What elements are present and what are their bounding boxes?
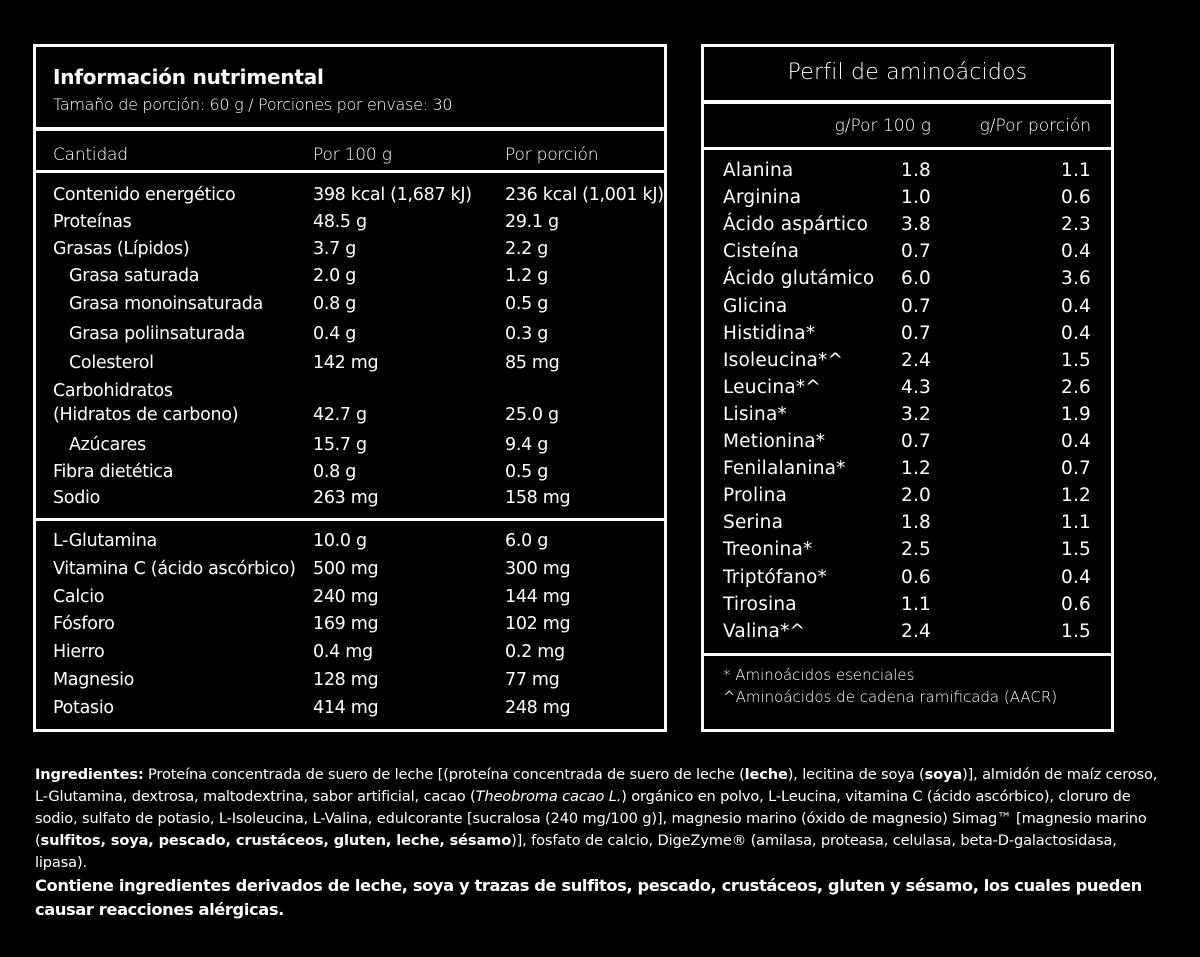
per-100g-value: 240 mg	[313, 586, 379, 607]
per-serving-value: 158 mg	[505, 488, 571, 508]
bold-text: Ingredientes:	[35, 766, 144, 783]
per-100g-value: 414 mg	[313, 697, 379, 718]
table-row	[36, 294, 664, 321]
table-row	[704, 296, 1111, 323]
amino-name: Leucina*^	[723, 376, 822, 398]
header-per-serving: g/Por porción	[979, 116, 1091, 136]
amino-title: Perfil de aminoácidos	[787, 60, 1028, 85]
per-serving-value: 1.9	[1060, 403, 1091, 425]
per-100g-value: 2.0	[900, 485, 931, 507]
per-serving-value: 6.0 g	[505, 531, 549, 551]
header-per-100g: g/Por 100 g	[834, 116, 931, 136]
table-row	[36, 488, 664, 515]
table-row	[36, 185, 664, 212]
amino-name: Metionina*	[723, 431, 826, 452]
table-row	[36, 642, 664, 669]
supplement-name: Magnesio	[53, 670, 135, 690]
italic-text: Theobroma cacao L.	[475, 788, 622, 805]
amino-acid-profile-panel	[701, 44, 1114, 732]
per-100g-value: 3.2	[900, 403, 931, 425]
table-row	[36, 405, 664, 432]
nutrient-name: (Hidratos de carbono)	[53, 405, 239, 425]
table-row	[36, 559, 664, 586]
per-serving-value: 29.1 g	[505, 212, 559, 232]
table-row	[704, 431, 1111, 458]
per-serving-value: 77 mg	[505, 670, 560, 690]
per-serving-value: 0.7	[1060, 458, 1091, 480]
text: ), lecitina de soya (	[787, 766, 925, 783]
per-100g-value: 1.8	[900, 512, 931, 534]
bold-text: soya	[924, 766, 963, 783]
table-row	[704, 539, 1111, 566]
per-serving-value: 0.4	[1060, 566, 1091, 588]
per-serving-value: 0.4	[1060, 322, 1091, 344]
table-row	[36, 587, 664, 614]
per-serving-value: 300 mg	[505, 558, 571, 579]
supplement-name: Calcio	[53, 586, 105, 607]
per-100g-value: 0.8 g	[313, 462, 357, 482]
nutrient-name: Azúcares	[69, 435, 146, 455]
per-serving-value: 1.1	[1060, 160, 1091, 181]
per-serving-value: 2.6	[1060, 376, 1091, 398]
divider	[36, 127, 664, 131]
nutrition-facts-panel	[33, 44, 667, 732]
text: )], fosfato de calcio, DigeZyme® (amilasa, proteasa, celulasa, beta-D-galactosidasa, lipasa).	[35, 832, 1117, 871]
divider	[36, 518, 664, 521]
nutrient-name: Contenido energético	[53, 185, 236, 205]
table-row	[36, 435, 664, 462]
table-row	[36, 614, 664, 641]
table-row	[36, 239, 664, 266]
per-100g-value: 2.0 g	[313, 266, 357, 286]
ingredients-text	[35, 764, 1165, 874]
table-row	[704, 377, 1111, 404]
table-row	[704, 621, 1111, 648]
table-row	[704, 268, 1111, 295]
supplement-name: Fósforo	[53, 614, 115, 635]
table-row	[704, 404, 1111, 431]
per-serving-value: 1.2 g	[505, 266, 549, 286]
table-row	[36, 670, 664, 697]
table-row	[704, 214, 1111, 241]
table-row	[36, 353, 664, 380]
per-serving-value: 0.4	[1060, 431, 1091, 452]
per-serving-value: 0.5 g	[505, 294, 549, 314]
per-serving-value: 9.4 g	[505, 435, 549, 455]
table-row	[704, 567, 1111, 594]
amino-name: Tirosina	[723, 593, 797, 615]
table-row	[36, 698, 664, 725]
per-100g-value: 3.8	[900, 214, 931, 236]
per-100g-value: 0.6	[900, 566, 931, 588]
divider	[704, 653, 1111, 656]
per-100g-value: 2.5	[900, 539, 931, 561]
per-100g-value: 15.7 g	[313, 435, 367, 455]
per-serving-value: 0.3 g	[505, 324, 549, 344]
nutrient-name: Colesterol	[69, 353, 154, 373]
per-100g-value: 1.1	[900, 593, 931, 615]
per-serving-value: 0.4	[1060, 295, 1091, 317]
table-row	[704, 594, 1111, 621]
amino-name: Treonina*	[723, 539, 813, 561]
per-100g-value: 0.7	[900, 431, 931, 452]
table-row	[36, 266, 664, 293]
per-100g-value: 0.7	[900, 295, 931, 317]
divider	[704, 147, 1111, 150]
nutrient-name: Grasa saturada	[69, 266, 200, 286]
per-100g-value: 0.7	[900, 241, 931, 263]
per-serving-value: 102 mg	[505, 614, 571, 635]
divider	[704, 100, 1111, 104]
bold-text: leche	[744, 766, 788, 783]
table-row	[704, 458, 1111, 485]
nutrient-name: Grasa monoinsaturada	[69, 294, 263, 314]
supplement-name: Potasio	[53, 697, 114, 718]
bold-text: sulfitos, soya, pescado, crustáceos, gluten, leche, sésamo	[40, 832, 512, 849]
amino-name: Ácido aspártico	[723, 214, 869, 236]
table-row	[36, 212, 664, 239]
table-row	[36, 381, 664, 408]
per-100g-value: 0.8 g	[313, 294, 357, 314]
header-per-100g: Por 100 g	[313, 145, 392, 165]
per-serving-value: 0.5 g	[505, 462, 549, 482]
amino-name: Arginina	[723, 187, 802, 209]
per-100g-value: 4.3	[900, 376, 931, 398]
per-serving-value: 236 kcal (1,001 kJ)	[505, 185, 664, 205]
per-100g-value: 48.5 g	[313, 212, 367, 232]
nutrient-name: Fibra dietética	[53, 462, 174, 482]
note-bcaa: ^Aminoácidos de cadena ramificada (AACR)	[723, 688, 1058, 706]
table-row	[704, 512, 1111, 539]
table-row	[36, 324, 664, 351]
allergen-warning: Contiene ingredientes derivados de leche, soya y trazas de sulfitos, pescado, crustáceos, gluten y sésamo, los cuales pueden causar reacciones alérgicas.	[35, 876, 1142, 919]
nutrient-name: Carbohidratos	[53, 381, 173, 401]
per-serving-value: 2.2 g	[505, 239, 549, 259]
per-serving-value: 0.2 mg	[505, 642, 565, 663]
per-100g-value: 6.0	[900, 268, 931, 290]
per-serving-value: 85 mg	[505, 353, 560, 373]
supplement-name: Vitamina C (ácido ascórbico)	[53, 558, 296, 579]
header-quantity: Cantidad	[53, 145, 128, 165]
amino-name: Cisteína	[723, 241, 800, 263]
table-row	[704, 187, 1111, 214]
text: )], almidón de maíz ceroso, L-Glutamina, dextrosa, maltodextrina, sabor artificial, cacao (	[35, 766, 1158, 805]
per-100g-value: 42.7 g	[313, 405, 367, 425]
per-serving-value: 1.2	[1060, 485, 1091, 507]
amino-name: Ácido glutámico	[723, 268, 875, 290]
amino-name: Fenilalanina*	[723, 458, 846, 480]
per-serving-value: 25.0 g	[505, 405, 559, 425]
per-100g-value: 263 mg	[313, 488, 379, 508]
amino-name: Lisina*	[723, 403, 787, 425]
amino-name: Triptófano*	[723, 566, 827, 588]
table-row	[36, 462, 664, 489]
nutrient-name: Grasa poliinsaturada	[69, 324, 245, 344]
per-100g-value: 1.2	[900, 458, 931, 480]
per-100g-value: 10.0 g	[313, 531, 367, 551]
amino-name: Histidina*	[723, 322, 816, 344]
amino-name: Isoleucina*^	[723, 349, 844, 371]
text: ) orgánico en polvo, L-Leucina, vitamina C (ácido ascórbico), cloruro de sodio, sulfato de potasio, L-Isoleucina, L-Valina, edulcorante [sucralosa (240 mg/100 g)], magnesio marino (óxido de magnesio) Simag™ [magnesio marino (	[35, 788, 1147, 849]
per-serving-value: 0.6	[1060, 593, 1091, 615]
table-row	[704, 241, 1111, 268]
per-serving-value: 0.4	[1060, 241, 1091, 263]
nutrient-name: Proteínas	[53, 212, 132, 232]
amino-name: Alanina	[723, 160, 794, 181]
per-serving-value: 144 mg	[505, 586, 571, 607]
per-100g-value: 142 mg	[313, 353, 379, 373]
table-row	[704, 485, 1111, 512]
table-row	[704, 350, 1111, 377]
per-100g-value: 1.8	[900, 160, 931, 181]
per-serving-value: 1.5	[1060, 349, 1091, 371]
divider	[36, 170, 664, 173]
amino-name: Serina	[723, 512, 784, 534]
per-serving-value: 1.1	[1060, 512, 1091, 534]
per-serving-value: 0.6	[1060, 187, 1091, 209]
per-serving-value: 1.5	[1060, 539, 1091, 561]
per-100g-value: 3.7 g	[313, 239, 357, 259]
nutrient-name: Grasas (Lípidos)	[53, 239, 190, 259]
header-per-serving: Por porción	[505, 145, 599, 165]
table-row	[704, 160, 1111, 187]
supplement-name: Hierro	[53, 642, 105, 663]
nutrition-title: Información nutrimental	[53, 65, 324, 89]
amino-name: Glicina	[723, 295, 788, 317]
per-100g-value: 2.4	[900, 349, 931, 371]
serving-size: Tamaño de porción: 60 g / Porciones por envase: 30	[53, 95, 453, 114]
per-100g-value: 128 mg	[313, 670, 379, 690]
table-row	[36, 531, 664, 558]
per-100g-value: 1.0	[900, 187, 931, 209]
per-100g-value: 398 kcal (1,687 kJ)	[313, 185, 472, 205]
per-100g-value: 0.4 mg	[313, 642, 373, 663]
note-essential: * Aminoácidos esenciales	[723, 666, 915, 684]
per-100g-value: 0.7	[900, 322, 931, 344]
amino-name: Prolina	[723, 485, 788, 507]
table-row	[704, 323, 1111, 350]
nutrient-name: Sodio	[53, 488, 100, 508]
text: Proteína concentrada de suero de leche [(proteína concentrada de suero de leche (	[143, 766, 745, 783]
per-serving-value: 248 mg	[505, 697, 571, 718]
amino-name: Valina*^	[723, 620, 806, 642]
per-serving-value: 1.5	[1060, 620, 1091, 642]
per-100g-value: 2.4	[900, 620, 931, 642]
supplement-name: L-Glutamina	[53, 531, 157, 551]
per-serving-value: 3.6	[1060, 268, 1091, 290]
per-serving-value: 2.3	[1060, 214, 1091, 236]
per-100g-value: 500 mg	[313, 558, 379, 579]
per-100g-value: 0.4 g	[313, 324, 357, 344]
per-100g-value: 169 mg	[313, 614, 379, 635]
